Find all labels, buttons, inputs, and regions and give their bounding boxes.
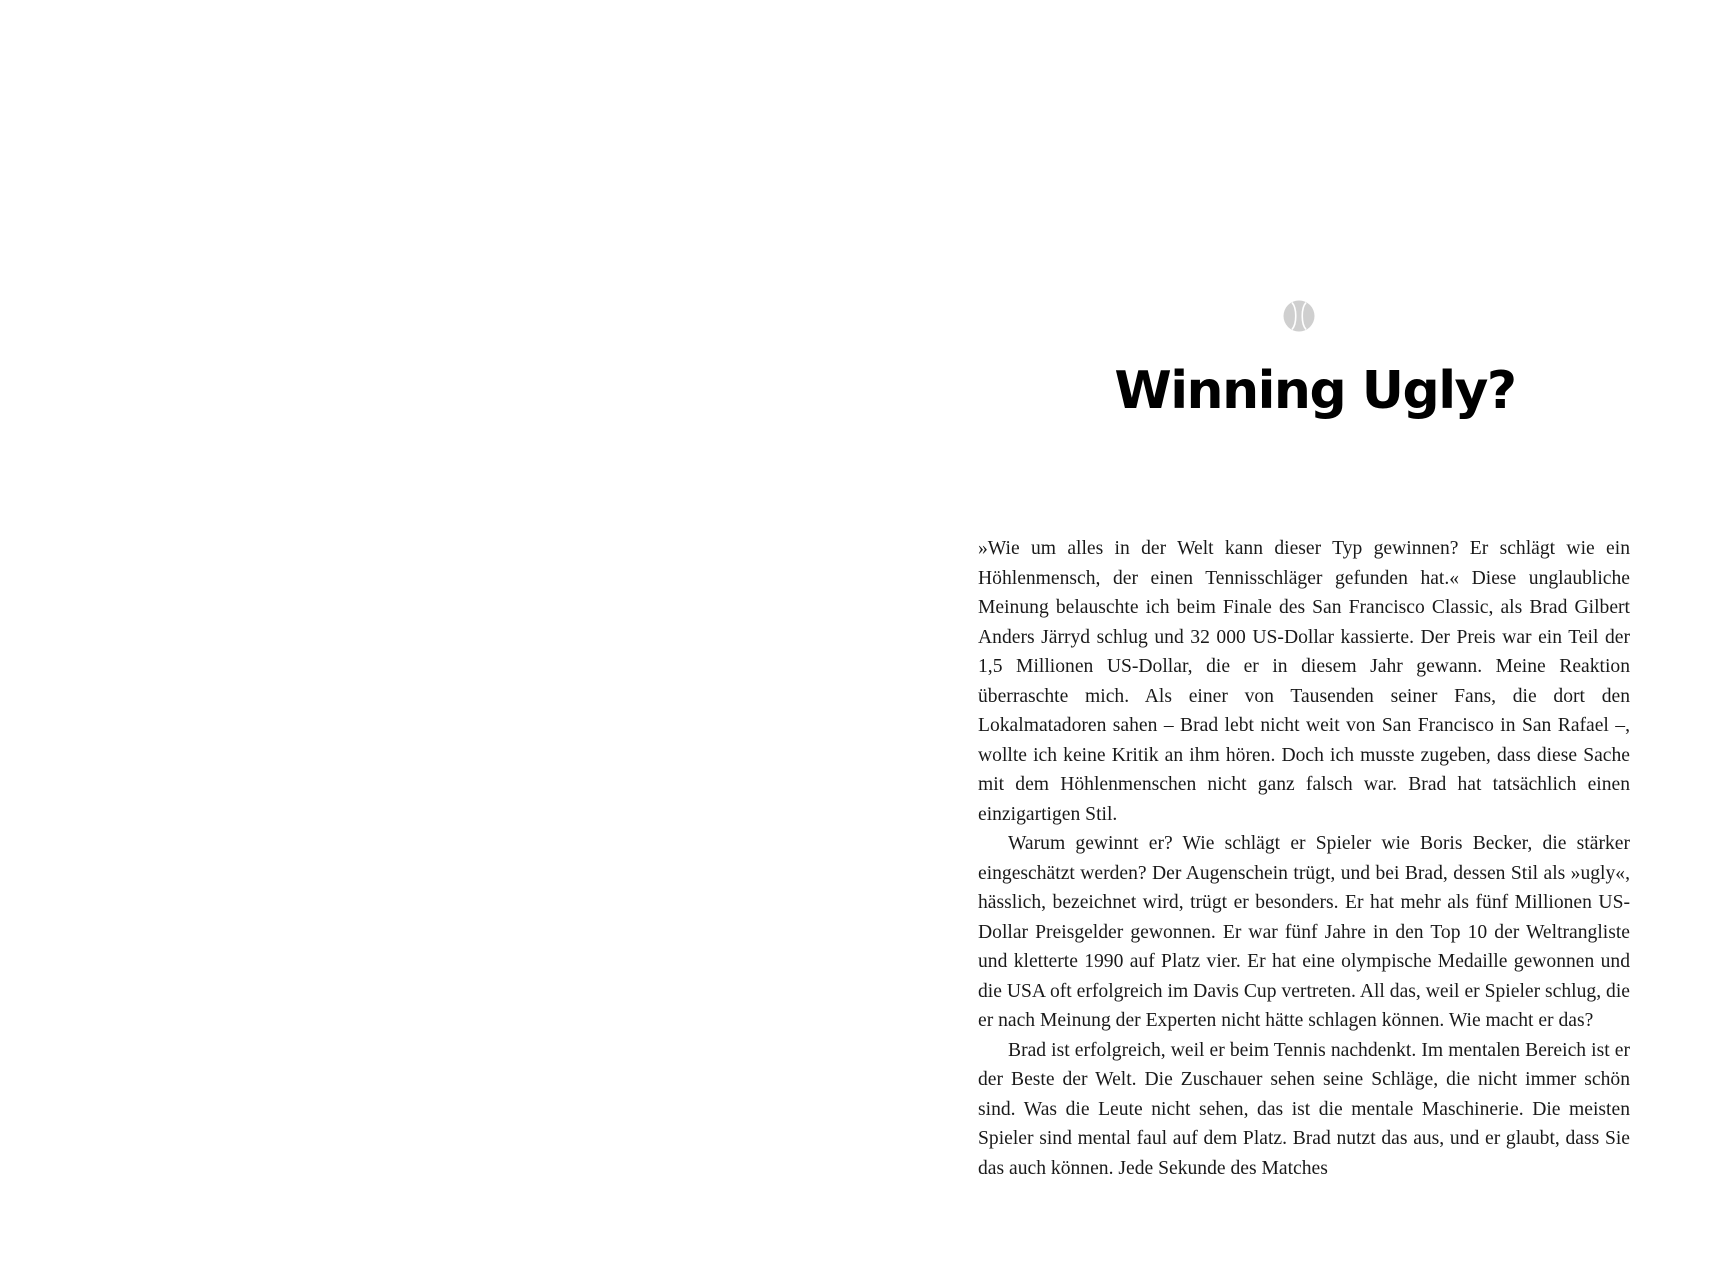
chapter-title: Winning Ugly? — [1114, 361, 1516, 421]
tennis-ball-icon — [1283, 300, 1315, 332]
paragraph-1: »Wie um alles in der Welt kann dieser Typ gewinnen? Er schlägt wie ein Höhlenmensch, der einen Tennisschläger gefunden hat.« Diese unglaubliche Meinung belauschte ich beim Finale des San Francisco Classic, als Brad Gilbert Anders Järryd schlug und 32 000 US-Dollar kassierte. Der Preis war ein Teil der 1,5 Millionen US-Dollar, die er in diesem Jahr gewann. Meine Reaktion überraschte mich. Als einer von Tausenden seiner Fans, die dort den Lokalmatadoren sahen – Brad lebt nicht weit von San Francisco in San Rafael –, wollte ich keine Kritik an ihm hören. Doch ich musste zugeben, dass diese Sache mit dem Höhlenmenschen nicht ganz falsch war. Brad hat tatsächlich einen einzigartigen Stil. — [978, 538, 1630, 825]
left-page-blank — [0, 0, 856, 1270]
paragraph-3: Brad ist erfolgreich, weil er beim Tennis nachdenkt. Im mentalen Bereich ist er der Beste der Welt. Die Zuschauer sehen seine Schläge, die nicht immer schön sind. Was die Leute nicht sehen, das ist die mentale Maschinerie. Die meisten Spieler sind mental faul auf dem Platz. Brad nutzt das aus, und er glaubt, dass Sie das auch können. Jede Sekunde des Matches — [978, 1039, 1630, 1179]
body-text — [978, 534, 1630, 1183]
paragraph-2: Warum gewinnt er? Wie schlägt er Spieler wie Boris Becker, die stärker eingeschätzt werden? Der Augenschein trügt, und bei Brad, dessen Stil als »ugly«, hässlich, bezeichnet wird, trügt er besonders. Er hat mehr als fünf Millionen US-Dollar Preisgelder gewonnen. Er war fünf Jahre in den Top 10 der Weltrangliste und kletterte 1990 auf Platz vier. Er hat eine olympische Medaille gewonnen und die USA oft erfolgreich im Davis Cup vertreten. All das, weil er Spieler schlug, die er nach Meinung der Experten nicht hätte schlagen können. Wie macht er das? — [978, 833, 1630, 1031]
